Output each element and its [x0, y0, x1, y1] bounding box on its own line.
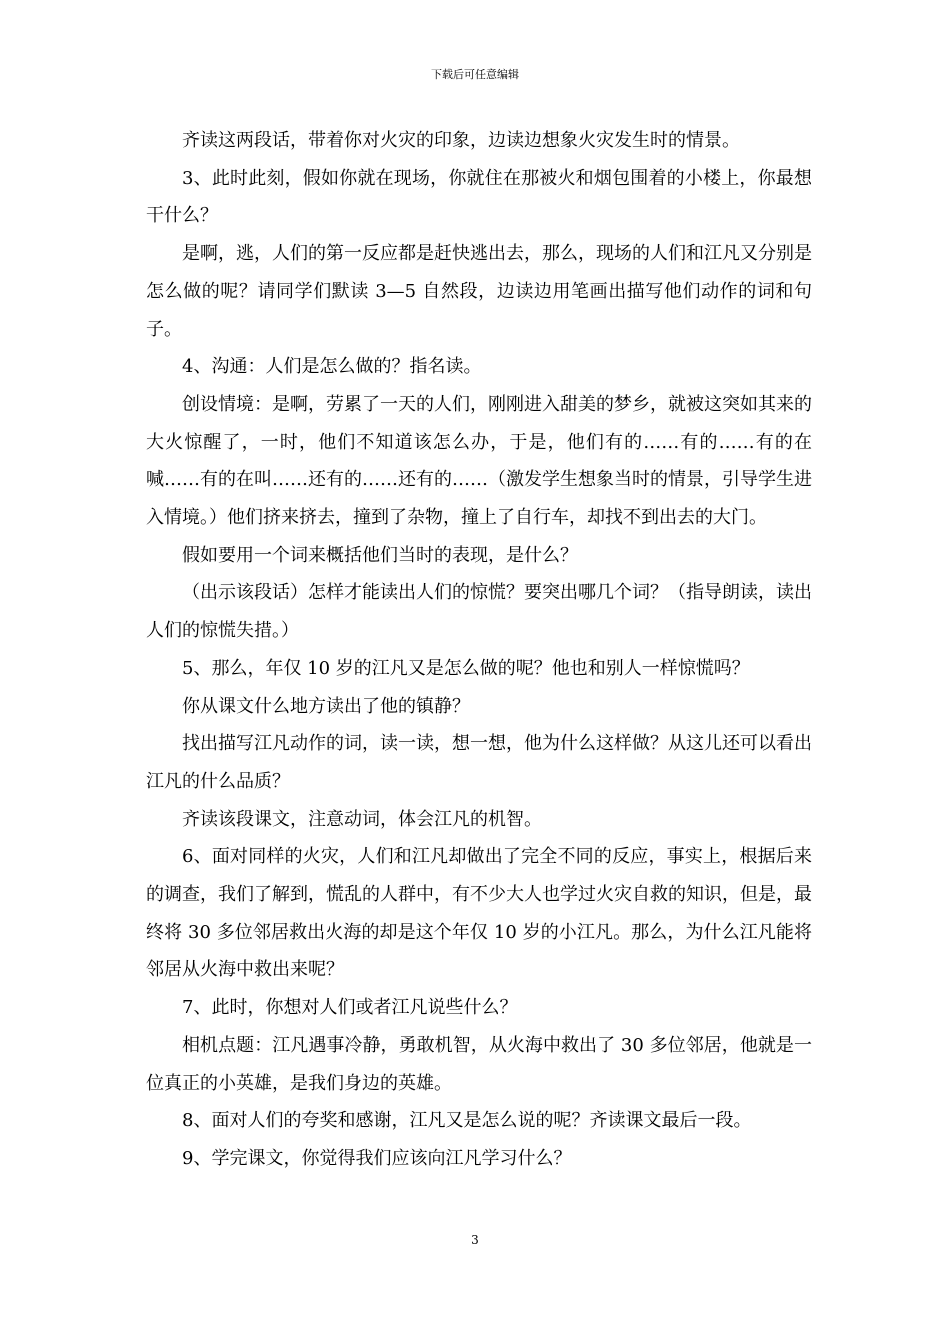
paragraph-12: 6、面对同样的火灾，人们和江凡却做出了完全不同的反应，事实上，根据后来的调查，我们了解到，慌乱的人群中，有不少大人也学过火灾自救的知识，但是，最终将 30 多位邻居救出火海的却是这个年仅 10 岁的小江凡。那么，为什么江凡能将邻居从火海中救出来呢？	[146, 846, 812, 981]
paragraph-3: 是啊，逃，人们的第一反应都是赶快逃出去，那么，现场的人们和江凡又分别是怎么做的呢？请同学们默读 3—5 自然段，边读边用笔画出描写他们动作的词和句子。	[146, 243, 812, 340]
paragraph-15: 8、面对人们的夸奖和感谢，江凡又是怎么说的呢？齐读课文最后一段。	[182, 1110, 752, 1132]
paragraph-10: 找出描写江凡动作的词，读一读，想一想，他为什么这样做？从这儿还可以看出江凡的什么品质？	[146, 733, 812, 792]
page-number: 3	[471, 1233, 479, 1247]
paragraph-7: （出示该段话）怎样才能读出人们的惊慌？要突出哪几个词？（指导朗读，读出人们的惊慌失措。）	[146, 582, 812, 642]
paragraph-5: 创设情境：是啊，劳累了一天的人们，刚刚进入甜美的梦乡，就被这突如其来的大火惊醒了，一时，他们不知道该怎么办，于是，他们有的……有的……有的在喊……有的在叫……还有的……还有的……（激发学生想象当时的情景，引导学生进入情境。）他们挤来挤去，撞到了杂物，撞上了自行车，却找不到出去的大门。	[146, 393, 812, 529]
paragraph-2: 3、此时此刻，假如你就在现场，你就住在那被火和烟包围着的小楼上，你最想干什么？	[146, 167, 812, 227]
paragraph-8: 5、那么，年仅 10 岁的江凡又是怎么做的呢？他也和别人一样惊慌吗？	[182, 657, 750, 679]
paragraph-16: 9、学完课文，你觉得我们应该向江凡学习什么？	[182, 1147, 572, 1169]
page-header: 下载后可任意编辑	[431, 68, 519, 81]
paragraph-13: 7、此时，你想对人们或者江凡说些什么？	[182, 997, 518, 1019]
paragraph-6: 假如要用一个词来概括他们当时的表现，是什么？	[182, 544, 578, 566]
paragraph-11: 齐读该段课文，注意动词，体会江凡的机智。	[182, 808, 542, 830]
document-body	[146, 122, 812, 1178]
paragraph-9: 你从课文什么地方读出了他的镇静？	[182, 695, 470, 717]
paragraph-4: 4、沟通：人们是怎么做的？指名读。	[182, 356, 482, 378]
paragraph-14: 相机点题：江凡遇事冷静，勇敢机智，从火海中救出了 30 多位邻居，他就是一位真正的小英雄，是我们身边的英雄。	[146, 1034, 812, 1094]
paragraph-1: 齐读这两段话，带着你对火灾的印象，边读边想象火灾发生时的情景。	[182, 130, 740, 151]
